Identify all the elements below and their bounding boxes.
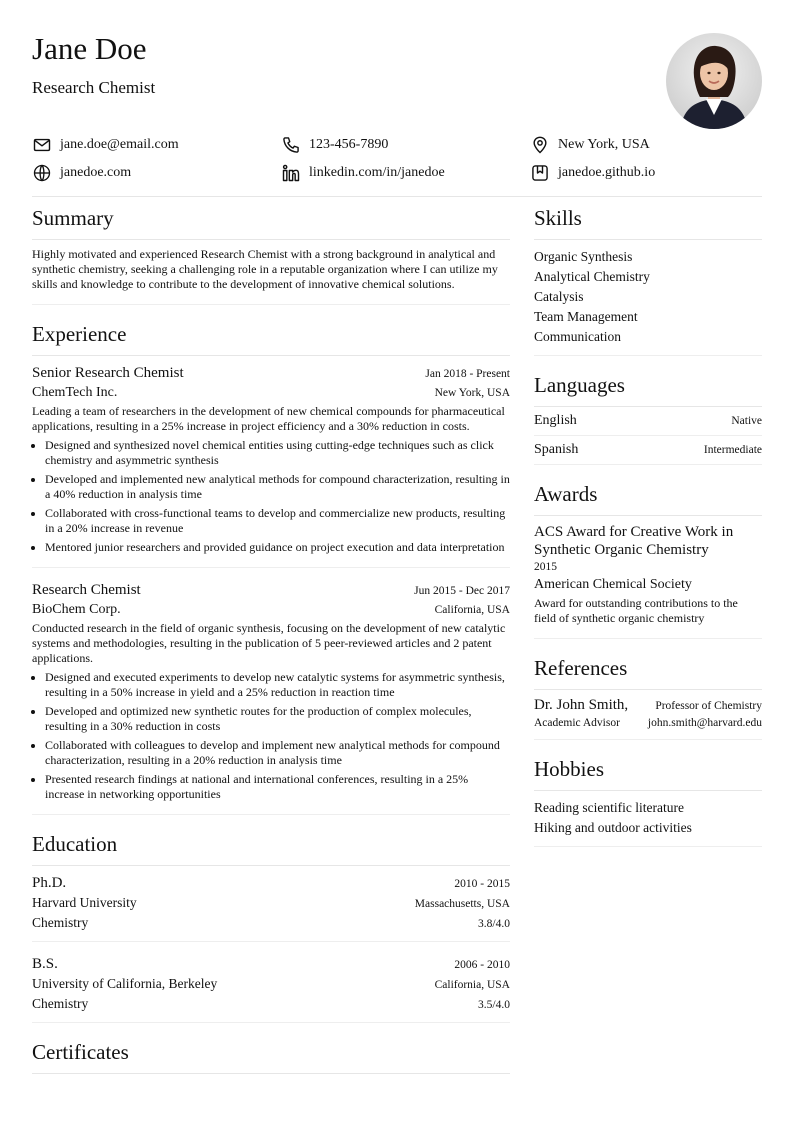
reference-position: Professor of Chemistry [655,700,762,712]
mail-icon [32,135,52,155]
resume-header [32,30,762,130]
skill-item: Organic Synthesis [534,249,633,264]
contact-location [530,135,762,155]
left-column [32,205,510,1090]
job-bullet: • Developed and optimized new synthetic routes for the production of complex molecules, resulting in a 30% reduction in costs [45,704,510,734]
hobby-item: Reading scientific literature [534,800,684,815]
summary-text: Highly motivated and experienced Research Chemist with a strong background in analytical and synthetic chemistry, seeking a challenging role in a reputable organization where I can utilize my skills and knowledge to contribute to the development of innovative chemical solutions. [32,240,510,305]
language-item [534,407,762,436]
job-bullets [32,670,510,802]
email-text[interactable]: jane.doe@email.com [60,137,179,152]
skill-item: Team Management [534,309,638,324]
skill-item: Catalysis [534,289,584,304]
job-bullet: • Collaborated with colleagues to develop and implement new analytical methods for compound characterization, resulting in a 20% reduction in analysis time [45,738,510,768]
contact-github[interactable] [530,163,762,183]
language-name: Spanish [534,442,579,457]
phone-text[interactable]: 123-456-7890 [309,137,389,152]
contact-email[interactable] [32,135,281,155]
language-level: Intermediate [703,444,762,456]
hobbies-section [534,756,762,847]
candidate-title: Research Chemist [32,78,156,97]
experience-heading: Experience [32,321,510,356]
candidate-name: Jane Doe [32,31,147,66]
education-date: 2010 - 2015 [454,878,510,890]
contact-info [32,135,762,183]
job-location: New York, USA [434,387,510,399]
hobby-item: Hiking and outdoor activities [534,820,692,835]
job-bullets [32,438,510,555]
header-divider [32,196,762,197]
school-location: California, USA [434,979,510,991]
language-name: English [534,413,577,428]
job-bullet: • Designed and executed experiments to develop new catalytic systems for asymmetric synthesis, resulting in a 50% increase in yield and a 25% reduction in reaction time [45,670,510,700]
phone-icon [281,135,301,155]
location-text: New York, USA [558,137,650,152]
experience-item [32,356,510,568]
job-bullet: • Presented research findings at national and international conferences, resulting in a 25% increase in networking opportunities [45,772,510,802]
job-bullet: • Collaborated with cross-functional teams to develop and commercialize new products, resulting in a 20% increase in revenue [45,506,510,536]
summary-section [32,205,510,305]
profile-photo-image [666,33,762,129]
contact-phone[interactable] [281,135,530,155]
certificates-heading: Certificates [32,1039,510,1074]
certificates-section [32,1039,510,1074]
references-section [534,655,762,740]
experience-section [32,321,510,815]
award-description: Award for outstanding contributions to the field of synthetic organic chemistry [534,596,738,625]
experience-item [32,568,510,815]
job-date: Jun 2015 - Dec 2017 [414,585,510,597]
education-item [32,866,510,942]
skill-item: Communication [534,329,621,344]
job-location: California, USA [434,604,510,616]
hobbies-heading: Hobbies [534,756,762,791]
summary-heading: Summary [32,205,510,240]
degree: B.S. [32,956,58,972]
job-title: Senior Research Chemist [32,365,184,381]
school-name: Harvard University [32,895,137,910]
company-name: ChemTech Inc. [32,385,118,400]
linkedin-text[interactable]: linkedin.com/in/janedoe [309,165,445,180]
skill-item: Analytical Chemistry [534,269,650,284]
skills-heading: Skills [534,205,762,240]
reference-relation: Academic Advisor [534,717,620,729]
job-date: Jan 2018 - Present [425,368,510,380]
reference-name: Dr. John Smith, [534,697,629,713]
language-item [534,436,762,465]
resume-body [32,205,762,1090]
company-name: BioChem Corp. [32,602,121,617]
education-section [32,831,510,1023]
reference-email[interactable]: john.smith@harvard.edu [647,717,762,729]
education-heading: Education [32,831,510,866]
location-pin-icon [530,135,550,155]
field-of-study: Chemistry [32,996,89,1011]
website-text[interactable]: janedoe.com [60,165,132,180]
school-location: Massachusetts, USA [414,898,510,910]
bookmark-icon [530,163,550,183]
gpa: 3.5/4.0 [478,999,510,1011]
education-date: 2006 - 2010 [454,959,510,971]
skills-list [534,240,762,356]
education-item [32,942,510,1023]
gpa: 3.8/4.0 [478,918,510,930]
award-year: 2015 [534,561,557,573]
award-issuer: American Chemical Society [534,577,692,592]
reference-item [534,690,762,740]
hobbies-list [534,791,762,847]
language-level: Native [731,415,762,427]
github-text[interactable]: janedoe.github.io [558,165,656,180]
contact-website[interactable] [32,163,281,183]
globe-icon [32,163,52,183]
award-title: ACS Award for Creative Work in Synthetic Organic Chemistry [534,524,734,558]
awards-heading: Awards [534,481,762,516]
skills-section [534,205,762,356]
linkedin-icon [281,163,301,183]
profile-photo [666,33,762,129]
job-title: Research Chemist [32,582,141,598]
awards-section [534,481,762,639]
job-bullet: • Designed and synthesized novel chemical entities using cutting-edge techniques such as click chemistry and asymmetric synthesis [45,438,510,468]
job-bullet: • Developed and implemented new analytical methods for compound characterization, resulting in a 40% reduction in analysis time [45,472,510,502]
degree: Ph.D. [32,875,67,891]
job-bullet: • Mentored junior researchers and provided guidance on project execution and data interpretation [45,540,510,555]
languages-section [534,372,762,465]
languages-heading: Languages [534,372,762,407]
award-item [534,516,762,639]
contact-linkedin[interactable] [281,163,530,183]
job-description: Leading a team of researchers in the development of new chemical compounds for pharmaceutical applications, resulting in a 25% increase in project efficiency and a 30% reduction in costs. [32,404,505,433]
job-description: Conducted research in the field of organic synthesis, focusing on the development of new catalytic systems and methodologies, resulting in the publication of 5 peer-reviewed articles and 2 patent applications. [32,621,506,665]
school-name: University of California, Berkeley [32,976,218,991]
right-column [534,205,762,1090]
references-heading: References [534,655,762,690]
field-of-study: Chemistry [32,915,89,930]
